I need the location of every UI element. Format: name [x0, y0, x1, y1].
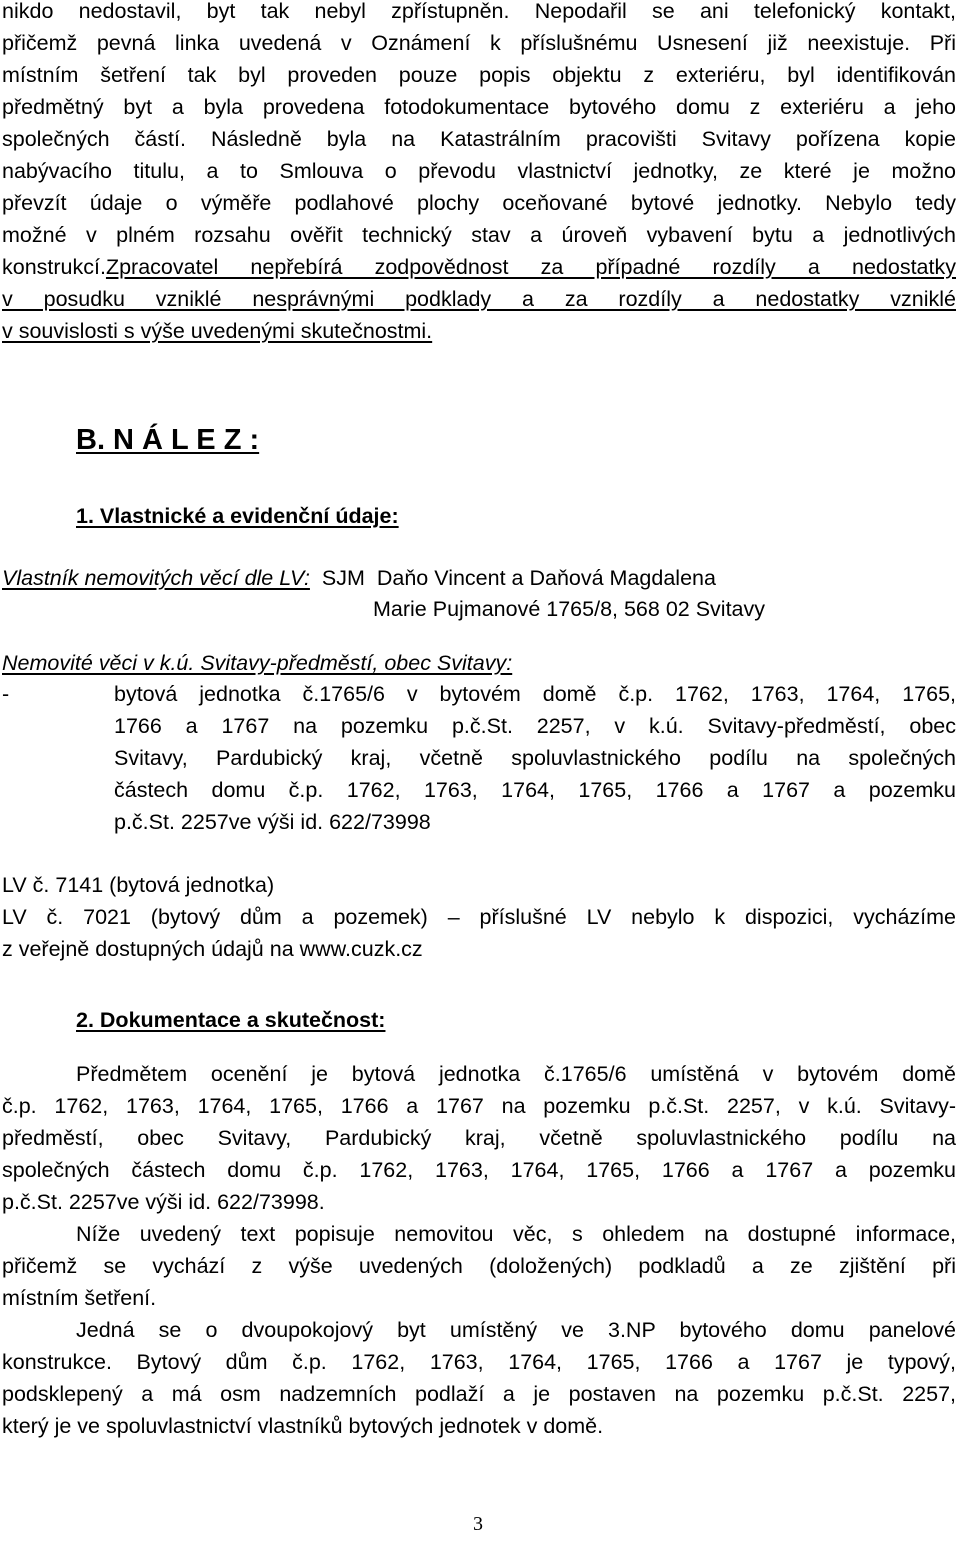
intro-line: převzít údaje o výměře podlahové plochy oceňované bytové jednotky. Nebylo tedy: [2, 191, 956, 215]
intro-line: předmětný byt a byla provedena fotodokumentace bytového domu z exteriéru a jeho: [2, 95, 956, 119]
disclaimer-text: v souvislosti s výše uvedenými skutečnostmi.: [2, 319, 433, 343]
paragraph-line: podsklepený a má osm nadzemních podlaží a je postaven na pozemku p.č.St. 2257,: [2, 1382, 956, 1406]
owner-name: SJM Daňo Vincent a Daňová Magdalena: [321, 566, 716, 590]
owner-row: [2, 562, 716, 594]
intro-line-plain: konstrukcí.: [2, 255, 106, 279]
paragraph-line: Jedná se o dvoupokojový byt umístěný ve 3.NP bytového domu panelové: [76, 1318, 956, 1342]
property-heading: Nemovité věci v k.ú. Svitavy-předměstí, obec Svitavy:: [2, 651, 513, 675]
property-item-line: Svitavy, Pardubický kraj, včetně spoluvlastnického podílu na společných: [114, 746, 956, 770]
intro-line: nikdo nedostavil, byt tak nebyl zpřístupněn. Nepodařil se ani telefonický kontakt,: [2, 0, 956, 23]
intro-line: společných částí. Následně byla na Katastrálním pracovišti Svitavy pořízena kopie: [2, 127, 956, 151]
disclaimer-text: v posudku vzniklé nesprávnými podklady a za rozdíly a nedostatky vzniklé: [2, 287, 956, 311]
section-b-heading: B. N Á L E Z :: [76, 424, 260, 456]
paragraph-line: místním šetření.: [2, 1286, 157, 1310]
section-2-heading: 2. Dokumentace a skutečnost:: [76, 1008, 386, 1032]
property-item-line: p.č.St. 2257ve výši id. 622/73998: [114, 810, 431, 834]
intro-line: přičemž pevná linka uvedená v Oznámení k příslušnému Usnesení již neexistuje. Při: [2, 31, 956, 55]
property-bullet: -: [2, 682, 10, 706]
intro-line: místním šetření tak byl proveden pouze popis objektu z exteriéru, byl identifikován: [2, 63, 956, 87]
paragraph-line: p.č.St. 2257ve výši id. 622/73998.: [2, 1190, 325, 1214]
paragraph-line: č.p. 1762, 1763, 1764, 1765, 1766 a 1767 na pozemku p.č.St. 2257, v k.ú. Svitavy-: [2, 1094, 956, 1118]
property-item-line: bytová jednotka č.1765/6 v bytovém domě č.p. 1762, 1763, 1764, 1765,: [114, 682, 956, 706]
owner-address: Marie Pujmanové 1765/8, 568 02 Svitavy: [373, 597, 766, 621]
disclaimer-text: Zpracovatel nepřebírá zodpovědnost za případné rozdíly a nedostatky: [105, 255, 956, 279]
intro-line: [2, 251, 956, 283]
page-number: 3: [473, 1513, 483, 1535]
intro-line: nabývacího titulu, a to Smlouva o převodu vlastnictví jednotky, ze které je možno: [2, 159, 956, 183]
property-item-line: částech domu č.p. 1762, 1763, 1764, 1765, 1766 a 1767 a pozemku: [114, 778, 956, 802]
paragraph-line: Předmětem ocenění je bytová jednotka č.1765/6 umístěná v bytovém domě: [76, 1062, 956, 1086]
lv-line: LV č. 7141 (bytová jednotka): [2, 873, 275, 897]
paragraph-line: konstrukce. Bytový dům č.p. 1762, 1763, 1764, 1765, 1766 a 1767 je typový,: [2, 1350, 956, 1374]
paragraph-line: Níže uvedený text popisuje nemovitou věc, s ohledem na dostupné informace,: [76, 1222, 956, 1246]
paragraph-line: přičemž se vychází z výše uvedených (doložených) podkladů a ze zjištění při: [2, 1254, 956, 1278]
section-1-heading: 1. Vlastnické a evidenční údaje:: [76, 504, 399, 528]
property-item-line: 1766 a 1767 na pozemku p.č.St. 2257, v k.ú. Svitavy-předměstí, obec: [114, 714, 956, 738]
paragraph-line: předměstí, obec Svitavy, Pardubický kraj, včetně spoluvlastnického podílu na: [2, 1126, 956, 1150]
paragraph-line: společných částech domu č.p. 1762, 1763, 1764, 1765, 1766 a 1767 a pozemku: [2, 1158, 956, 1182]
lv-line: LV č. 7021 (bytový dům a pozemek) – příslušné LV nebylo k dispozici, vycházíme: [2, 905, 956, 929]
lv-line: z veřejně dostupných údajů na www.cuzk.cz: [2, 937, 423, 961]
owner-label: Vlastník nemovitých věcí dle LV:: [2, 566, 310, 590]
intro-line: možné v plném rozsahu ověřit technický stav a úroveň vybavení bytu a jednotlivých: [2, 223, 956, 247]
paragraph-line: který je ve spoluvlastnictví vlastníků bytových jednotek v domě.: [2, 1414, 604, 1438]
